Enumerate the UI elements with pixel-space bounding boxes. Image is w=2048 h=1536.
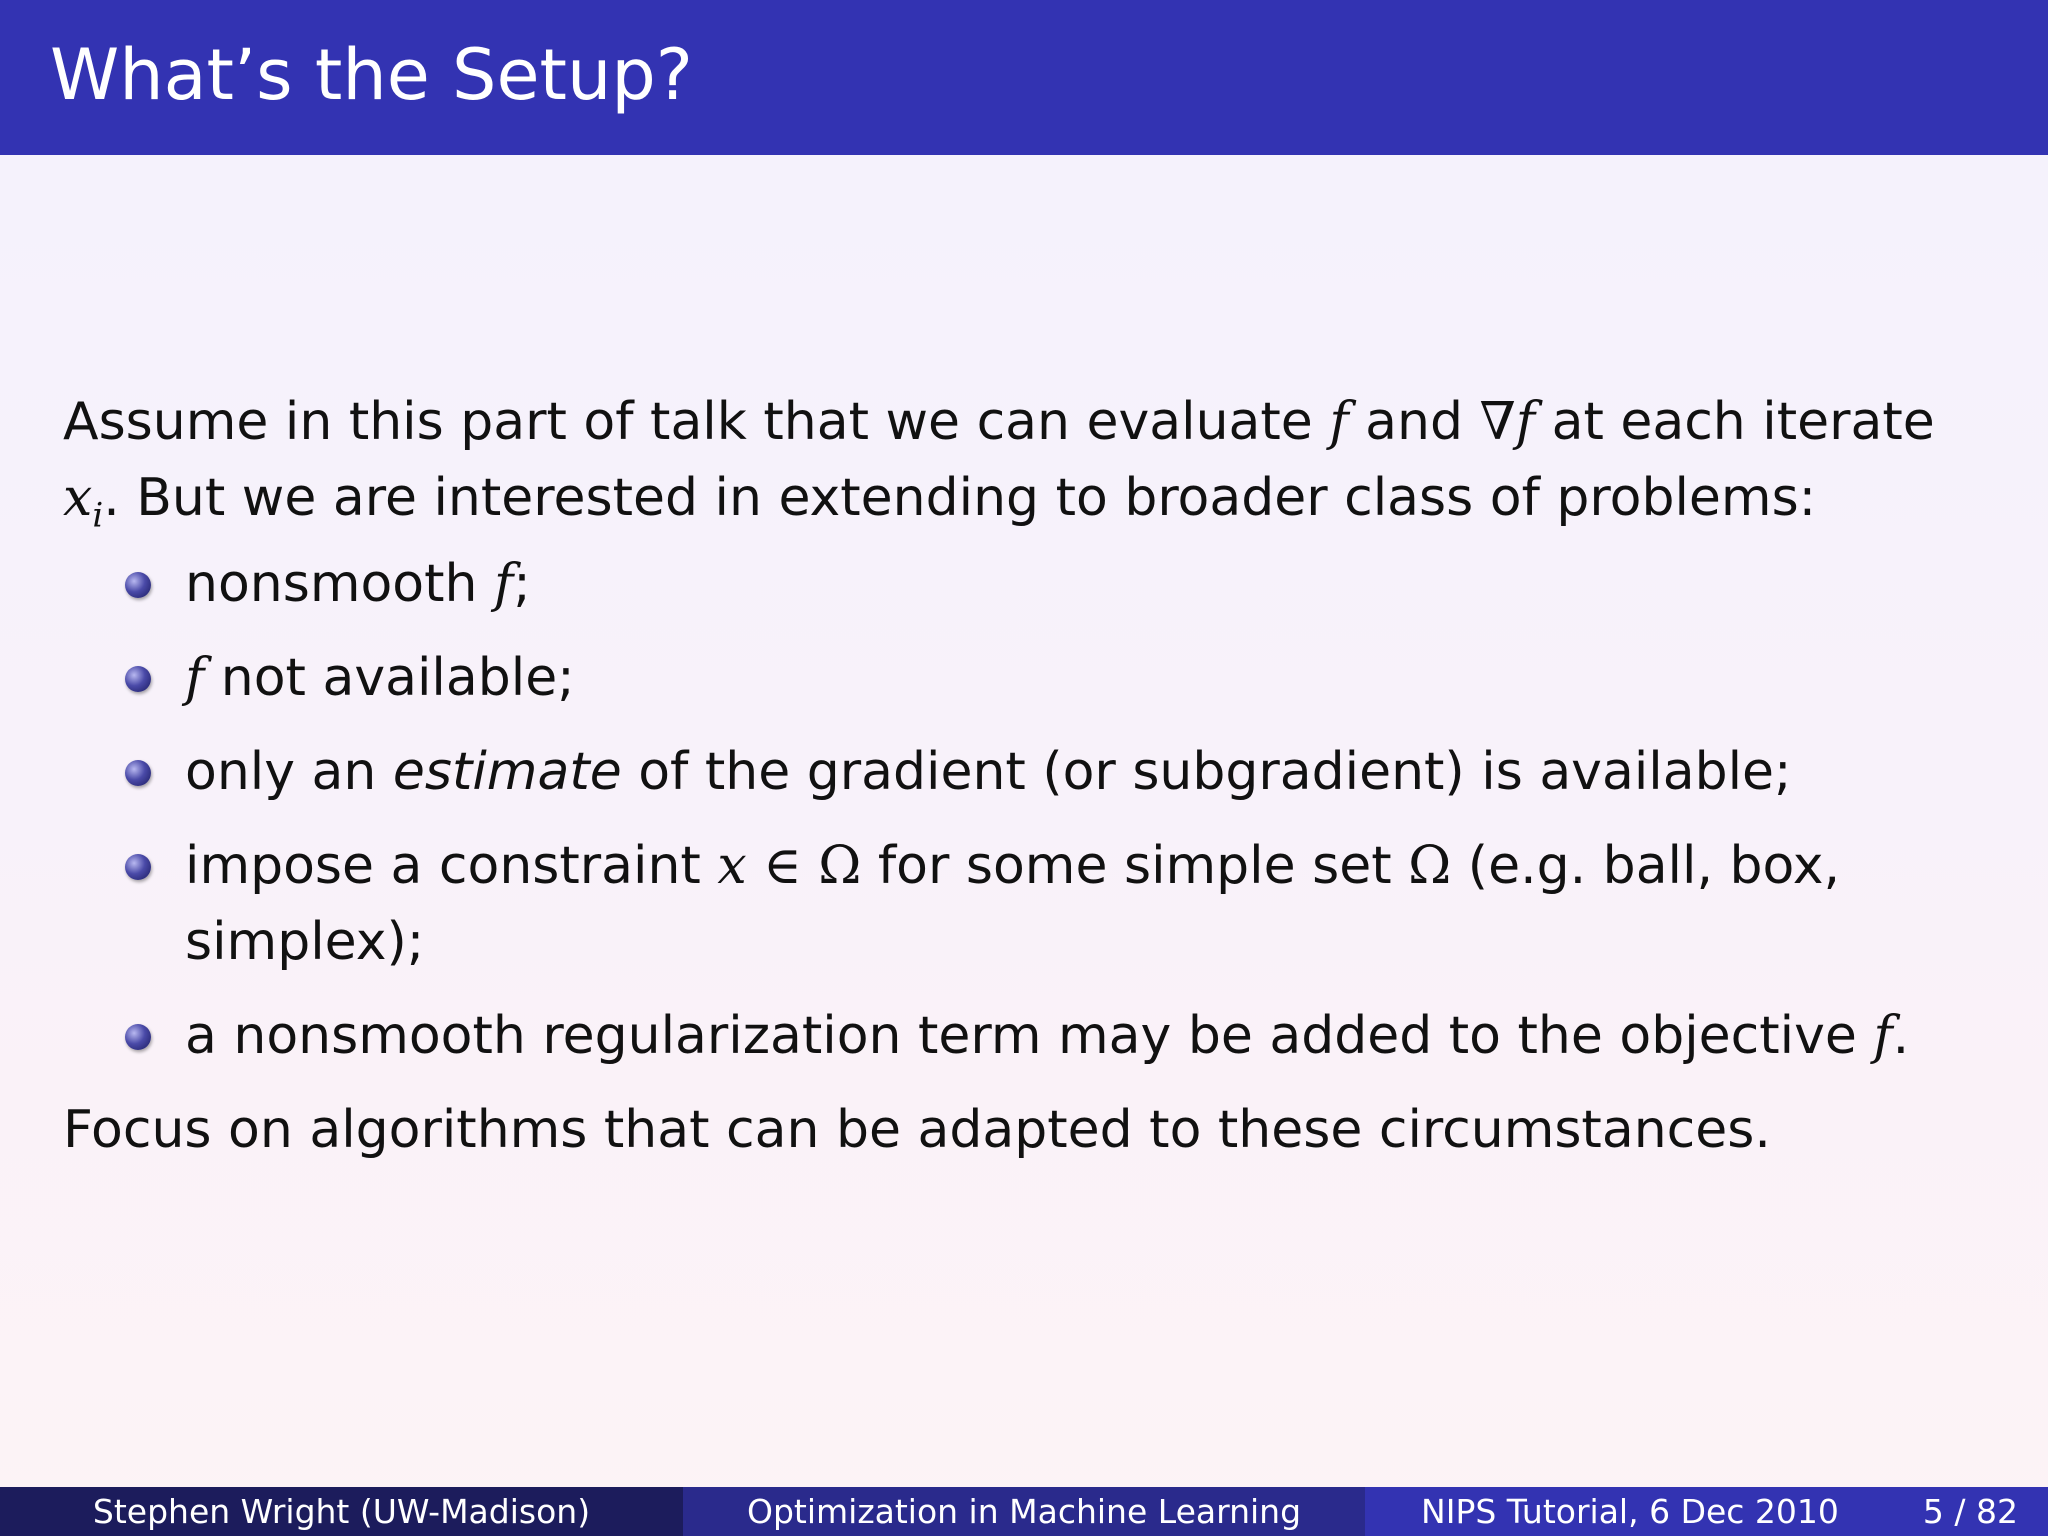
page-number: 5 / 82 (1922, 1492, 2018, 1531)
list-item (63, 546, 2003, 622)
bullet-text: . (1892, 1006, 1910, 1066)
intro-text: . But we are interested in extending to broader class of problems: (103, 468, 1817, 528)
math-f: f (493, 554, 514, 614)
footer-author (0, 1487, 683, 1536)
closing-paragraph: Focus on algorithms that can be adapted to these circumstances. (63, 1100, 1771, 1160)
bullet-text: only an (185, 742, 393, 802)
bullet-text: for some simple set (861, 836, 1409, 896)
bullet-text: not available; (204, 648, 575, 708)
math-omega: Ω (1408, 836, 1452, 896)
math-f: f (185, 648, 205, 708)
bullet-icon (125, 1024, 151, 1050)
bullet-icon (125, 854, 151, 880)
bullet-text: impose a constraint (185, 836, 718, 896)
list-item (63, 734, 2003, 810)
intro-text: and (1348, 392, 1480, 452)
slide-footer (0, 1487, 2048, 1536)
bullet-text: a nonsmooth regularization term may be added to the objective (185, 1006, 1874, 1066)
math-x: x (63, 468, 93, 528)
slide-title: What’s the Setup? (50, 34, 693, 116)
footer-title-text: Optimization in Machine Learning (746, 1492, 1302, 1531)
intro-paragraph (63, 384, 2003, 536)
bullet-icon (125, 666, 151, 692)
footer-talk-title (683, 1487, 1365, 1536)
list-item (63, 640, 2003, 716)
footer-event (1365, 1487, 2048, 1536)
slide-body (63, 384, 2003, 1168)
bullet-text: ; (513, 554, 531, 614)
bullet-text: of the gradient (or subgradient) is available; (621, 742, 1792, 802)
slide-title-bar (0, 0, 2048, 155)
math-f: f (1329, 392, 1349, 452)
list-item (63, 998, 2003, 1074)
bullet-text: nonsmooth (185, 554, 494, 614)
footer-event-text: NIPS Tutorial, 6 Dec 2010 (1421, 1492, 1839, 1531)
element-of-omega: ∈ Ω (746, 836, 862, 896)
nabla-symbol: ∇ (1479, 392, 1516, 452)
intro-text: Assume in this part of talk that we can evaluate (63, 392, 1330, 452)
math-subscript-i: i (92, 495, 104, 536)
bullet-list (63, 546, 2003, 1074)
math-x: x (717, 836, 747, 896)
bullet-text: (e.g. ball, box, simplex); (185, 836, 1841, 972)
bullet-icon (125, 572, 151, 598)
math-f: f (1515, 392, 1536, 452)
math-f: f (1873, 1006, 1893, 1066)
emphasis-estimate: estimate (392, 742, 622, 802)
list-item (63, 828, 2003, 980)
footer-author-text: Stephen Wright (UW-Madison) (92, 1492, 591, 1531)
bullet-icon (125, 760, 151, 786)
intro-text: at each iterate (1535, 392, 1935, 452)
